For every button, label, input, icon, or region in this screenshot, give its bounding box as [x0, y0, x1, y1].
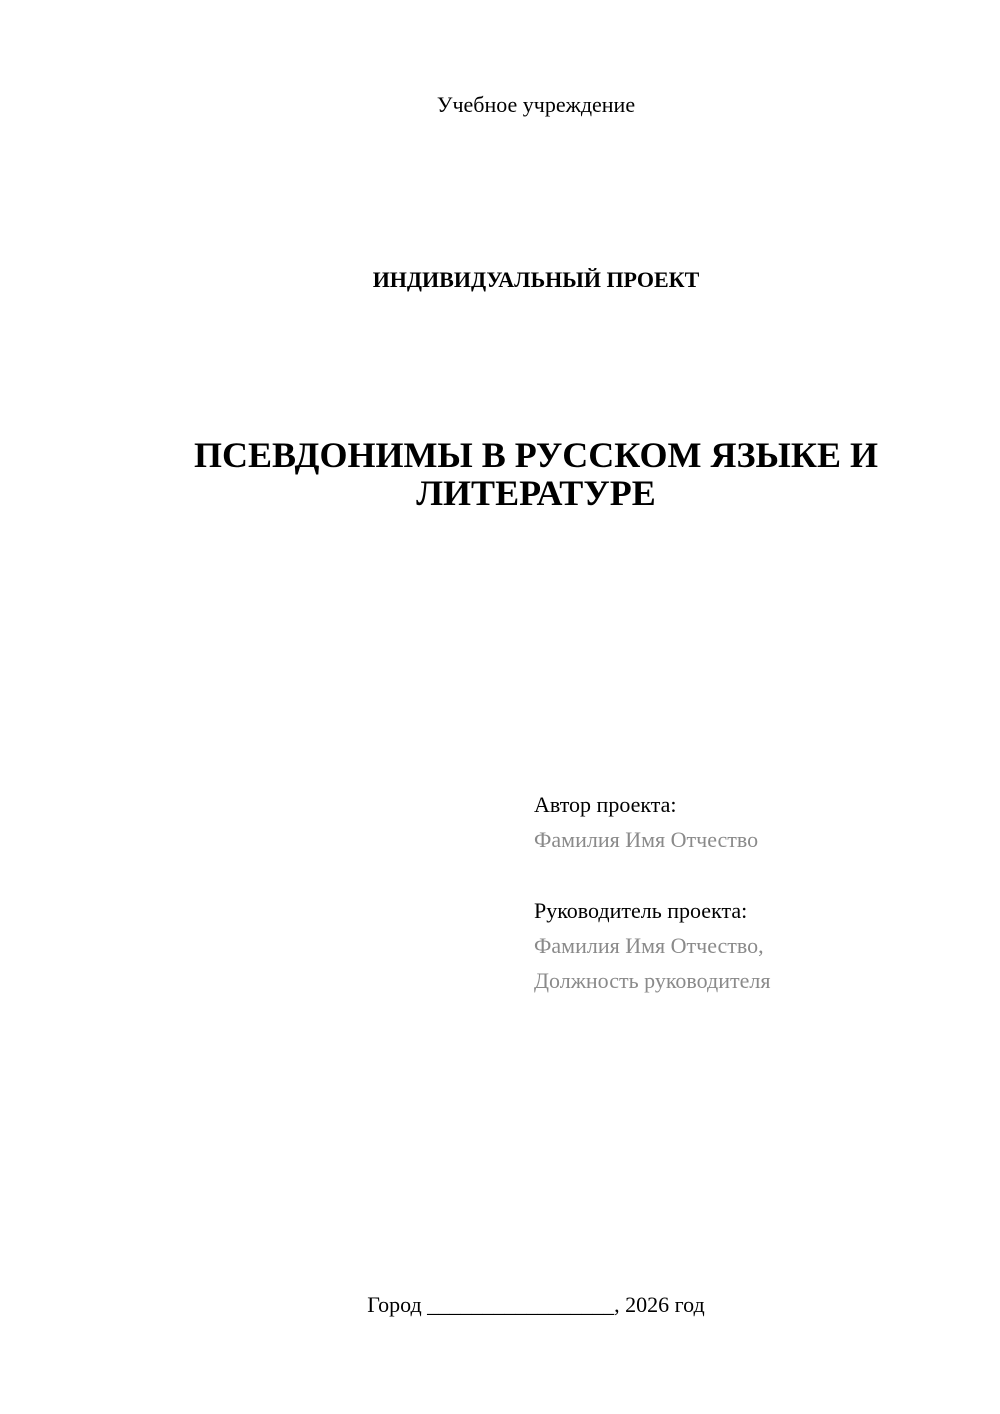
- document-type: ИНДИВИДУАЛЬНЫЙ ПРОЕКТ: [372, 267, 700, 292]
- author-label: Автор проекта:: [534, 792, 677, 817]
- project-info-block: [534, 787, 974, 998]
- supervisor-label: Руководитель проекта:: [534, 898, 748, 923]
- document-title-line-2: ЛИТЕРАТУРЕ: [416, 473, 656, 513]
- institution-name: Учебное учреждение: [436, 92, 636, 117]
- supervisor-name-placeholder: Фамилия Имя Отчество,: [534, 933, 764, 958]
- document-title: [150, 436, 922, 512]
- supervisor-position-placeholder: Должность руководителя: [534, 968, 771, 993]
- city-year-line: Город _________________, 2026 год: [367, 1292, 705, 1317]
- author-name-placeholder: Фамилия Имя Отчество: [534, 827, 759, 852]
- document-title-line-1: ПСЕВДОНИМЫ В РУССКОМ ЯЗЫКЕ И: [194, 435, 878, 475]
- info-spacer: [534, 857, 974, 893]
